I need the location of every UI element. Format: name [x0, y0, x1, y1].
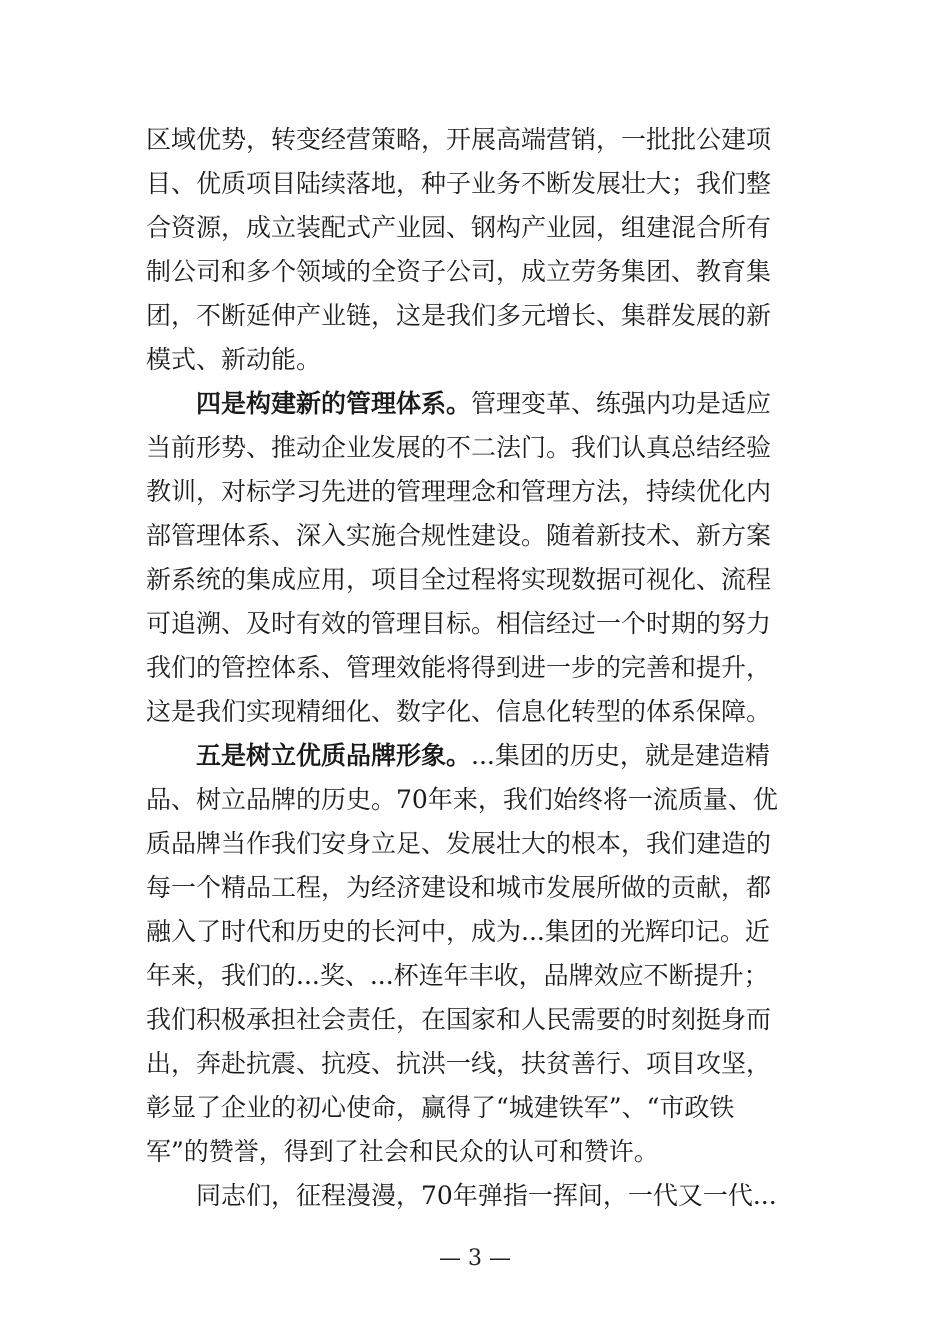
text-segment: 团，不断延伸产业链，这是我们多元增长、集群发展的新	[146, 301, 772, 330]
text-line	[146, 1042, 811, 1086]
text-line	[146, 1086, 811, 1130]
text-line	[146, 822, 811, 866]
text-line	[196, 1174, 811, 1218]
text-segment: ...集团的历史，就是建造精	[471, 741, 770, 770]
text-line	[146, 998, 811, 1042]
text-segment: 管理变革、练强内功是适应	[471, 389, 772, 418]
text-line	[146, 690, 811, 734]
text-segment: 教训，对标学习先进的管理理念和管理方法，持续优化内	[146, 477, 772, 506]
text-segment: 部管理体系、深入实施合规性建设。随着新技术、新方案	[146, 521, 772, 550]
text-segment: 区域优势，转变经营策略，开展高端营销，一批批公建项	[146, 125, 772, 154]
text-segment: 制公司和多个领域的全资子公司，成立劳务集团、教育集	[146, 257, 772, 286]
text-line	[146, 954, 811, 998]
text-segment: 新系统的集成应用，项目全过程将实现数据可视化、流程	[146, 565, 772, 594]
text-line	[146, 470, 811, 514]
text-segment: 当前形势、推动企业发展的不二法门。我们认真总结经验	[146, 433, 772, 462]
text-line	[146, 778, 811, 822]
text-segment: 品、树立品牌的历史。70年来，我们始终将一流质量、优	[146, 785, 778, 814]
text-line	[146, 602, 811, 646]
text-line	[146, 338, 811, 382]
text-line	[146, 910, 811, 954]
text-line	[146, 426, 811, 470]
page-number: — 3 —	[439, 1246, 511, 1271]
text-segment: 可追溯、及时有效的管理目标。相信经过一个时期的努力	[146, 609, 772, 638]
text-line	[146, 514, 811, 558]
text-line	[146, 294, 811, 338]
text-segment: 每一个精品工程，为经济建设和城市发展所做的贡献，都	[146, 873, 772, 902]
text-segment: 质品牌当作我们安身立足、发展壮大的根本，我们建造的	[146, 829, 772, 858]
text-line	[196, 382, 811, 426]
text-segment: 同志们，征程漫漫，70年弹指一挥间，一代又一代...	[196, 1181, 777, 1210]
text-line	[146, 1130, 811, 1174]
text-segment: 这是我们实现精细化、数字化、信息化转型的体系保障。	[146, 697, 772, 726]
text-segment: 目、优质项目陆续落地，种子业务不断发展壮大；我们整	[146, 169, 772, 198]
paragraph-heading: 四是构建新的管理体系。	[196, 389, 472, 418]
text-line	[146, 646, 811, 690]
text-line	[146, 118, 811, 162]
text-line	[146, 250, 811, 294]
paragraph-heading: 五是树立优质品牌形象。	[196, 741, 472, 770]
text-line	[146, 206, 811, 250]
text-segment: 我们积极承担社会责任，在国家和人民需要的时刻挺身而	[146, 1005, 772, 1034]
text-line	[146, 162, 811, 206]
text-segment: 模式、新动能。	[146, 345, 322, 374]
text-line	[146, 558, 811, 602]
text-segment: 彰显了企业的初心使命，赢得了“城建铁军”、“市政铁	[146, 1093, 735, 1122]
text-segment: 我们的管控体系、管理效能将得到进一步的完善和提升，	[146, 653, 772, 682]
text-segment: 出，奔赴抗震、抗疫、抗洪一线，扶贫善行、项目攻坚，	[146, 1049, 772, 1078]
text-segment: 军”的赞誉，得到了社会和民众的认可和赞许。	[146, 1137, 659, 1166]
text-line	[146, 866, 811, 910]
text-segment: 融入了时代和历史的长河中，成为...集团的光辉印记。近	[146, 917, 770, 946]
text-segment: 年来，我们的...奖、...杯连年丰收，品牌效应不断提升；	[146, 961, 769, 990]
text-segment: 合资源，成立装配式产业园、钢构产业园，组建混合所有	[146, 213, 772, 242]
text-line	[196, 734, 811, 778]
